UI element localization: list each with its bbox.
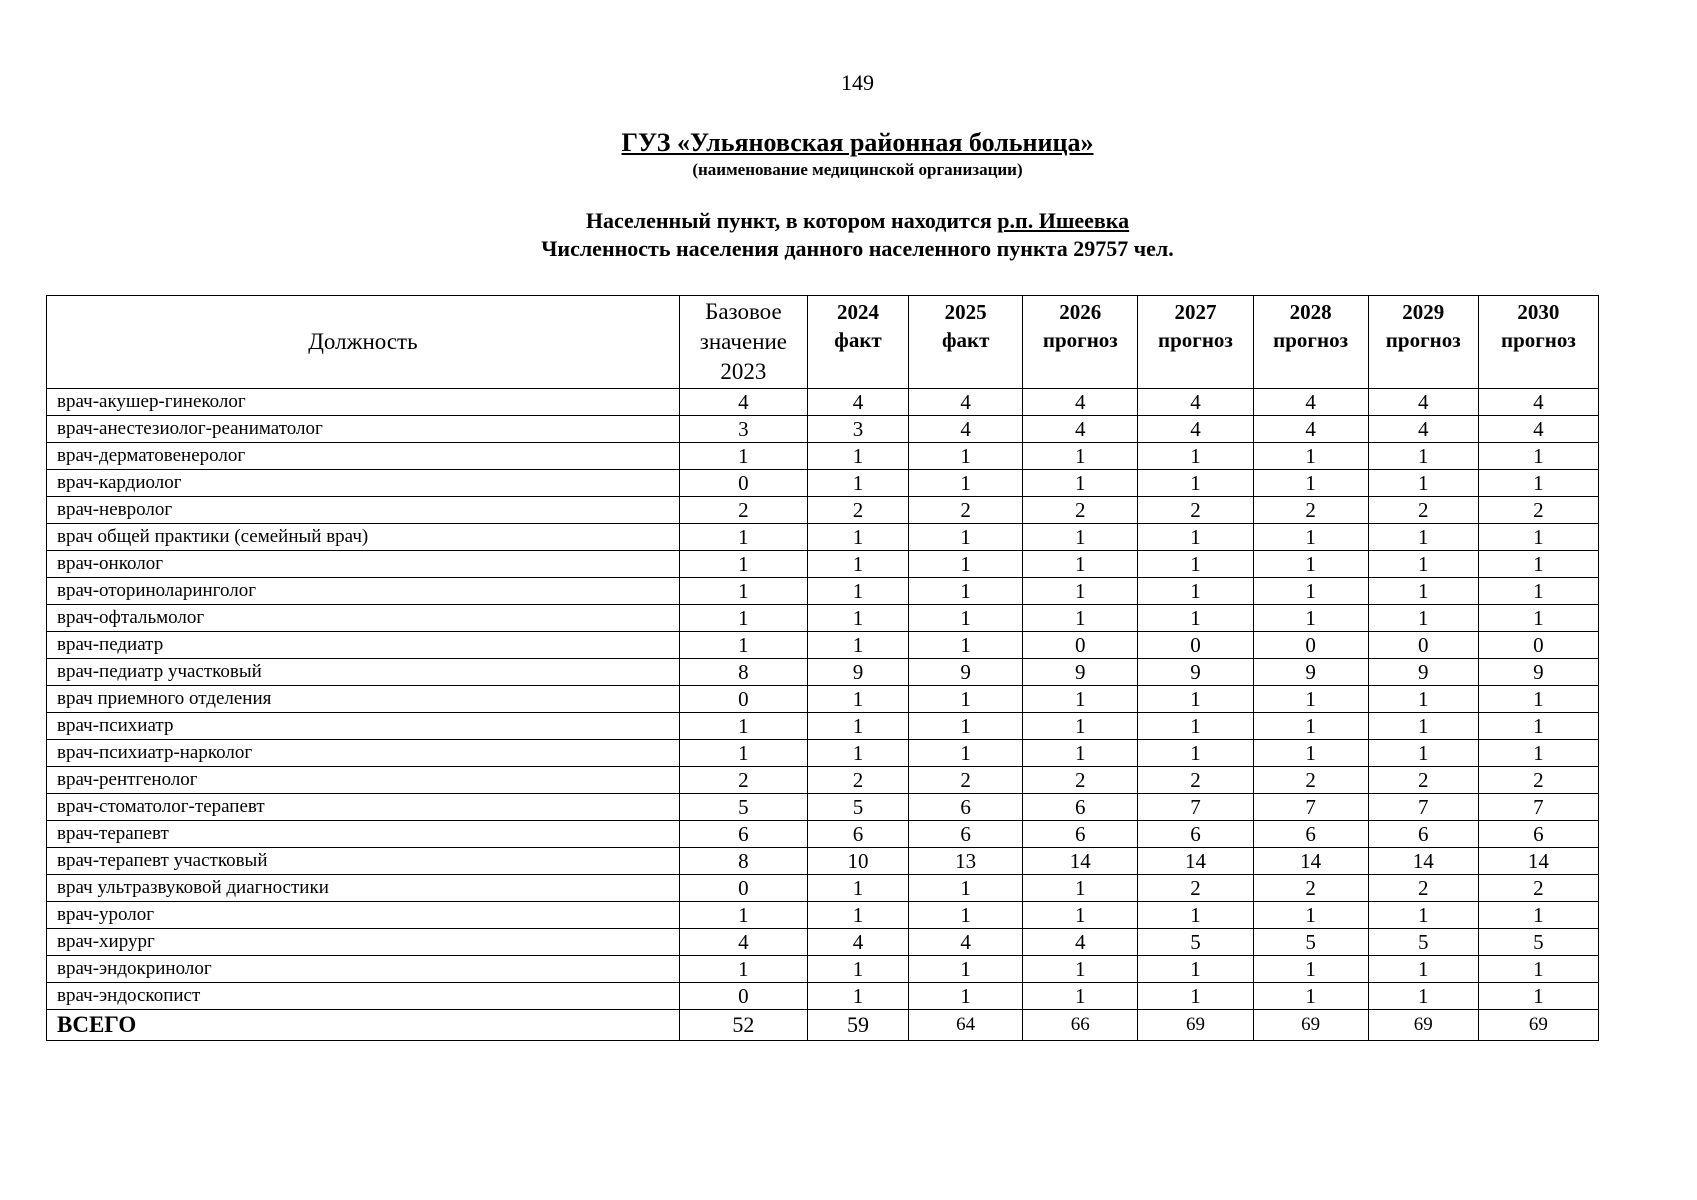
- value-cell: 2: [1368, 767, 1478, 794]
- value-cell: 9: [1253, 659, 1368, 686]
- value-cell: 4: [1253, 389, 1368, 416]
- header-kind: факт: [834, 328, 882, 352]
- value-cell: 4: [1368, 389, 1478, 416]
- value-cell: 1: [1253, 740, 1368, 767]
- value-cell: 8: [679, 659, 807, 686]
- position-name: врач-терапевт: [47, 821, 680, 848]
- population-line: Численность населения данного населенного пункта 29757 чел.: [541, 236, 1174, 261]
- value-cell: 2: [1138, 767, 1253, 794]
- value-cell: 1: [807, 875, 908, 902]
- header-year: 2027: [1174, 300, 1217, 324]
- value-cell: 1: [909, 983, 1023, 1010]
- value-cell: 1: [1023, 902, 1138, 929]
- table-row: [47, 983, 1599, 1010]
- value-cell: 1: [1368, 956, 1478, 983]
- value-cell: 1: [1023, 551, 1138, 578]
- value-cell: 13: [909, 848, 1023, 875]
- value-cell: 1: [1138, 686, 1253, 713]
- value-cell: 1: [1023, 983, 1138, 1010]
- header-year-2025: [909, 296, 1023, 389]
- value-cell: 4: [909, 389, 1023, 416]
- value-cell: 1: [909, 740, 1023, 767]
- value-cell: 1: [909, 956, 1023, 983]
- value-cell: 1: [1023, 443, 1138, 470]
- header-position: Должность: [47, 296, 680, 389]
- value-cell: 4: [1253, 416, 1368, 443]
- table-header-row: [47, 296, 1599, 389]
- position-name: врач общей практики (семейный врач): [47, 524, 680, 551]
- locality-line: [0, 208, 1697, 234]
- value-cell: 0: [679, 686, 807, 713]
- value-cell: 2: [1368, 875, 1478, 902]
- value-cell: 4: [1023, 416, 1138, 443]
- value-cell: 1: [909, 578, 1023, 605]
- value-cell: 1: [909, 902, 1023, 929]
- table-row: [47, 389, 1599, 416]
- value-cell: 1: [909, 605, 1023, 632]
- value-cell: 1: [909, 443, 1023, 470]
- header-year: 2030: [1517, 300, 1560, 324]
- value-cell: 2: [1023, 767, 1138, 794]
- position-name: врач-анестезиолог-реаниматолог: [47, 416, 680, 443]
- value-cell: 1: [1478, 713, 1598, 740]
- value-cell: 1: [1478, 578, 1598, 605]
- table-row: [47, 902, 1599, 929]
- value-cell: 6: [909, 794, 1023, 821]
- value-cell: 1: [1023, 605, 1138, 632]
- position-name: врач-оториноларинголог: [47, 578, 680, 605]
- value-cell: 1: [1138, 470, 1253, 497]
- position-name: врач приемного отделения: [47, 686, 680, 713]
- value-cell: 1: [807, 551, 908, 578]
- value-cell: 1: [909, 713, 1023, 740]
- position-name: врач-психиатр-нарколог: [47, 740, 680, 767]
- value-cell: 1: [1368, 983, 1478, 1010]
- value-cell: 6: [1368, 821, 1478, 848]
- total-value-cell: 59: [807, 1010, 908, 1041]
- value-cell: 1: [1253, 443, 1368, 470]
- value-cell: 1: [909, 470, 1023, 497]
- table-row: [47, 740, 1599, 767]
- value-cell: 1: [1253, 956, 1368, 983]
- header-year-2029: [1368, 296, 1478, 389]
- header-kind: прогноз: [1385, 328, 1461, 352]
- value-cell: 1: [1478, 902, 1598, 929]
- value-cell: 4: [1478, 416, 1598, 443]
- value-cell: 1: [807, 470, 908, 497]
- value-cell: 4: [1138, 416, 1253, 443]
- value-cell: 1: [1478, 443, 1598, 470]
- value-cell: 5: [807, 794, 908, 821]
- value-cell: 1: [1023, 686, 1138, 713]
- value-cell: 2: [1253, 875, 1368, 902]
- value-cell: 1: [1253, 713, 1368, 740]
- value-cell: 1: [679, 740, 807, 767]
- value-cell: 1: [679, 956, 807, 983]
- total-value-cell: 64: [909, 1010, 1023, 1041]
- position-name: врач-эндокринолог: [47, 956, 680, 983]
- value-cell: 1: [1253, 524, 1368, 551]
- value-cell: 1: [679, 632, 807, 659]
- value-cell: 1: [1368, 524, 1478, 551]
- value-cell: 1: [807, 902, 908, 929]
- value-cell: 14: [1138, 848, 1253, 875]
- position-name: врач-офтальмолог: [47, 605, 680, 632]
- value-cell: 1: [1138, 713, 1253, 740]
- position-name: врач-онколог: [47, 551, 680, 578]
- value-cell: 7: [1478, 794, 1598, 821]
- position-name: врач-хирург: [47, 929, 680, 956]
- value-cell: 9: [1023, 659, 1138, 686]
- value-cell: 2: [1023, 497, 1138, 524]
- value-cell: 1: [1023, 713, 1138, 740]
- value-cell: 6: [909, 821, 1023, 848]
- table-row: [47, 686, 1599, 713]
- table-row: [47, 713, 1599, 740]
- value-cell: 1: [1253, 983, 1368, 1010]
- total-value-cell: 69: [1368, 1010, 1478, 1041]
- value-cell: 6: [1253, 821, 1368, 848]
- value-cell: 1: [1253, 902, 1368, 929]
- position-name: врач-невролог: [47, 497, 680, 524]
- table-row: [47, 470, 1599, 497]
- value-cell: 5: [679, 794, 807, 821]
- value-cell: 1: [1023, 956, 1138, 983]
- organization-name: [0, 128, 1697, 158]
- table-row: [47, 524, 1599, 551]
- table-row: [47, 956, 1599, 983]
- table-row: [47, 632, 1599, 659]
- value-cell: 1: [1138, 983, 1253, 1010]
- value-cell: 1: [1253, 551, 1368, 578]
- total-value-cell: 69: [1478, 1010, 1598, 1041]
- position-name: врач-кардиолог: [47, 470, 680, 497]
- value-cell: 0: [679, 983, 807, 1010]
- locality-name: р.п. Ишеевка: [997, 208, 1130, 233]
- value-cell: 10: [807, 848, 908, 875]
- position-name: врач-педиатр участковый: [47, 659, 680, 686]
- value-cell: 1: [1368, 605, 1478, 632]
- value-cell: 1: [1368, 470, 1478, 497]
- position-name: врач-педиатр: [47, 632, 680, 659]
- value-cell: 1: [1138, 605, 1253, 632]
- header-kind: прогноз: [1273, 328, 1349, 352]
- header-kind: прогноз: [1500, 328, 1576, 352]
- value-cell: 1: [679, 902, 807, 929]
- value-cell: 1: [1253, 605, 1368, 632]
- value-cell: 1: [909, 632, 1023, 659]
- table-row: [47, 605, 1599, 632]
- value-cell: 1: [1023, 740, 1138, 767]
- value-cell: 4: [679, 389, 807, 416]
- page-number: 149: [841, 70, 874, 95]
- value-cell: 0: [1023, 632, 1138, 659]
- value-cell: 8: [679, 848, 807, 875]
- value-cell: 2: [909, 767, 1023, 794]
- value-cell: 2: [679, 767, 807, 794]
- value-cell: 1: [909, 686, 1023, 713]
- header-base-line-2: значение: [699, 329, 788, 354]
- value-cell: 1: [1478, 524, 1598, 551]
- value-cell: 1: [1138, 740, 1253, 767]
- staff-table: [46, 295, 1599, 1041]
- total-value-cell: 69: [1253, 1010, 1368, 1041]
- table-body: [47, 389, 1599, 1041]
- table-row: [47, 578, 1599, 605]
- value-cell: 6: [1023, 794, 1138, 821]
- value-cell: 7: [1253, 794, 1368, 821]
- header-year-2030: [1478, 296, 1598, 389]
- value-cell: 4: [1368, 416, 1478, 443]
- value-cell: 1: [909, 875, 1023, 902]
- value-cell: 0: [1478, 632, 1598, 659]
- header-year-2024: [807, 296, 908, 389]
- value-cell: 1: [807, 740, 908, 767]
- value-cell: 0: [679, 875, 807, 902]
- position-name: врач-акушер-гинеколог: [47, 389, 680, 416]
- total-row: [47, 1010, 1599, 1041]
- value-cell: 4: [1478, 389, 1598, 416]
- value-cell: 0: [1368, 632, 1478, 659]
- value-cell: 1: [1253, 686, 1368, 713]
- value-cell: 4: [909, 416, 1023, 443]
- value-cell: 1: [1253, 578, 1368, 605]
- value-cell: 5: [1368, 929, 1478, 956]
- value-cell: 1: [1478, 983, 1598, 1010]
- value-cell: 2: [807, 767, 908, 794]
- value-cell: 1: [909, 524, 1023, 551]
- value-cell: 7: [1368, 794, 1478, 821]
- header-year: 2029: [1402, 300, 1445, 324]
- value-cell: 1: [1368, 740, 1478, 767]
- value-cell: 2: [909, 497, 1023, 524]
- table-row: [47, 929, 1599, 956]
- header-kind: прогноз: [1042, 328, 1118, 352]
- value-cell: 1: [807, 605, 908, 632]
- value-cell: 9: [1368, 659, 1478, 686]
- table-row: [47, 416, 1599, 443]
- value-cell: 1: [909, 551, 1023, 578]
- value-cell: 4: [1023, 389, 1138, 416]
- value-cell: 5: [1253, 929, 1368, 956]
- value-cell: 4: [807, 929, 908, 956]
- value-cell: 4: [807, 389, 908, 416]
- value-cell: 9: [807, 659, 908, 686]
- table-row: [47, 767, 1599, 794]
- table-row: [47, 848, 1599, 875]
- value-cell: 1: [1368, 443, 1478, 470]
- value-cell: 14: [1023, 848, 1138, 875]
- position-name: врач-стоматолог-терапевт: [47, 794, 680, 821]
- total-value-cell: 52: [679, 1010, 807, 1041]
- value-cell: 6: [807, 821, 908, 848]
- value-cell: 1: [1368, 713, 1478, 740]
- value-cell: 1: [679, 524, 807, 551]
- value-cell: 1: [1478, 686, 1598, 713]
- total-label: ВСЕГО: [47, 1010, 680, 1041]
- value-cell: 1: [807, 524, 908, 551]
- value-cell: 4: [1138, 389, 1253, 416]
- header-year-2026: [1023, 296, 1138, 389]
- value-cell: 1: [1023, 875, 1138, 902]
- position-name: врач-терапевт участковый: [47, 848, 680, 875]
- value-cell: 6: [1478, 821, 1598, 848]
- header-year-2027: [1138, 296, 1253, 389]
- value-cell: 2: [1253, 767, 1368, 794]
- value-cell: 2: [679, 497, 807, 524]
- value-cell: 14: [1253, 848, 1368, 875]
- value-cell: 2: [1138, 497, 1253, 524]
- value-cell: 1: [1368, 686, 1478, 713]
- value-cell: 9: [909, 659, 1023, 686]
- value-cell: 9: [1478, 659, 1598, 686]
- header-year: 2028: [1289, 300, 1332, 324]
- table-row: [47, 551, 1599, 578]
- total-value-cell: 66: [1023, 1010, 1138, 1041]
- position-name: врач-психиатр: [47, 713, 680, 740]
- value-cell: 1: [1138, 956, 1253, 983]
- value-cell: 2: [807, 497, 908, 524]
- value-cell: 2: [1368, 497, 1478, 524]
- value-cell: 3: [807, 416, 908, 443]
- value-cell: 1: [807, 956, 908, 983]
- value-cell: 1: [1368, 578, 1478, 605]
- value-cell: 1: [1368, 551, 1478, 578]
- organization-caption: (наименование медицинской организации): [692, 160, 1023, 179]
- value-cell: 1: [1138, 902, 1253, 929]
- value-cell: 14: [1478, 848, 1598, 875]
- value-cell: 1: [1478, 740, 1598, 767]
- value-cell: 0: [1253, 632, 1368, 659]
- table-row: [47, 875, 1599, 902]
- value-cell: 1: [1478, 956, 1598, 983]
- value-cell: 4: [1023, 929, 1138, 956]
- header-year: 2026: [1059, 300, 1102, 324]
- table-row: [47, 794, 1599, 821]
- value-cell: 1: [807, 713, 908, 740]
- value-cell: 1: [1253, 470, 1368, 497]
- value-cell: 1: [1138, 443, 1253, 470]
- value-cell: 1: [807, 578, 908, 605]
- position-name: врач-уролог: [47, 902, 680, 929]
- value-cell: 4: [909, 929, 1023, 956]
- value-cell: 1: [1478, 605, 1598, 632]
- header-year: 2024: [837, 300, 880, 324]
- value-cell: 0: [1138, 632, 1253, 659]
- table-row: [47, 443, 1599, 470]
- value-cell: 1: [1368, 902, 1478, 929]
- position-name: врач ультразвуковой диагностики: [47, 875, 680, 902]
- value-cell: 1: [807, 443, 908, 470]
- header-kind: прогноз: [1158, 328, 1233, 352]
- value-cell: 1: [807, 983, 908, 1010]
- value-cell: 1: [1138, 551, 1253, 578]
- organization-name-text: ГУЗ «Ульяновская районная больница»: [621, 128, 1094, 157]
- header-base-line-3: 2023: [720, 359, 767, 384]
- value-cell: 1: [807, 632, 908, 659]
- value-cell: 2: [1478, 767, 1598, 794]
- value-cell: 1: [679, 605, 807, 632]
- total-value-cell: 69: [1138, 1010, 1253, 1041]
- header-base-line-1: Базовое: [705, 299, 782, 324]
- value-cell: 2: [1253, 497, 1368, 524]
- value-cell: 1: [679, 713, 807, 740]
- position-name: врач-рентгенолог: [47, 767, 680, 794]
- position-name: врач-дерматовенеролог: [47, 443, 680, 470]
- value-cell: 1: [679, 578, 807, 605]
- value-cell: 1: [1478, 470, 1598, 497]
- value-cell: 1: [1478, 551, 1598, 578]
- value-cell: 1: [1023, 524, 1138, 551]
- value-cell: 5: [1478, 929, 1598, 956]
- value-cell: 2: [1138, 875, 1253, 902]
- value-cell: 1: [1138, 578, 1253, 605]
- locality-prefix: Населенный пункт, в котором находится: [585, 208, 992, 233]
- position-name: врач-эндоскопист: [47, 983, 680, 1010]
- value-cell: 1: [1138, 524, 1253, 551]
- value-cell: 1: [679, 443, 807, 470]
- value-cell: 2: [1478, 497, 1598, 524]
- value-cell: 4: [679, 929, 807, 956]
- value-cell: 1: [1023, 578, 1138, 605]
- value-cell: 14: [1368, 848, 1478, 875]
- table-row: [47, 659, 1599, 686]
- value-cell: 3: [679, 416, 807, 443]
- header-base-value: [679, 296, 807, 389]
- header-year-2028: [1253, 296, 1368, 389]
- table-row: [47, 497, 1599, 524]
- value-cell: 0: [679, 470, 807, 497]
- value-cell: 7: [1138, 794, 1253, 821]
- header-kind: факт: [941, 328, 990, 352]
- header-year: 2025: [944, 300, 987, 324]
- value-cell: 5: [1138, 929, 1253, 956]
- value-cell: 1: [807, 686, 908, 713]
- value-cell: 1: [1023, 470, 1138, 497]
- table-row: [47, 821, 1599, 848]
- value-cell: 1: [679, 551, 807, 578]
- value-cell: 6: [1138, 821, 1253, 848]
- value-cell: 6: [1023, 821, 1138, 848]
- value-cell: 2: [1478, 875, 1598, 902]
- value-cell: 6: [679, 821, 807, 848]
- value-cell: 9: [1138, 659, 1253, 686]
